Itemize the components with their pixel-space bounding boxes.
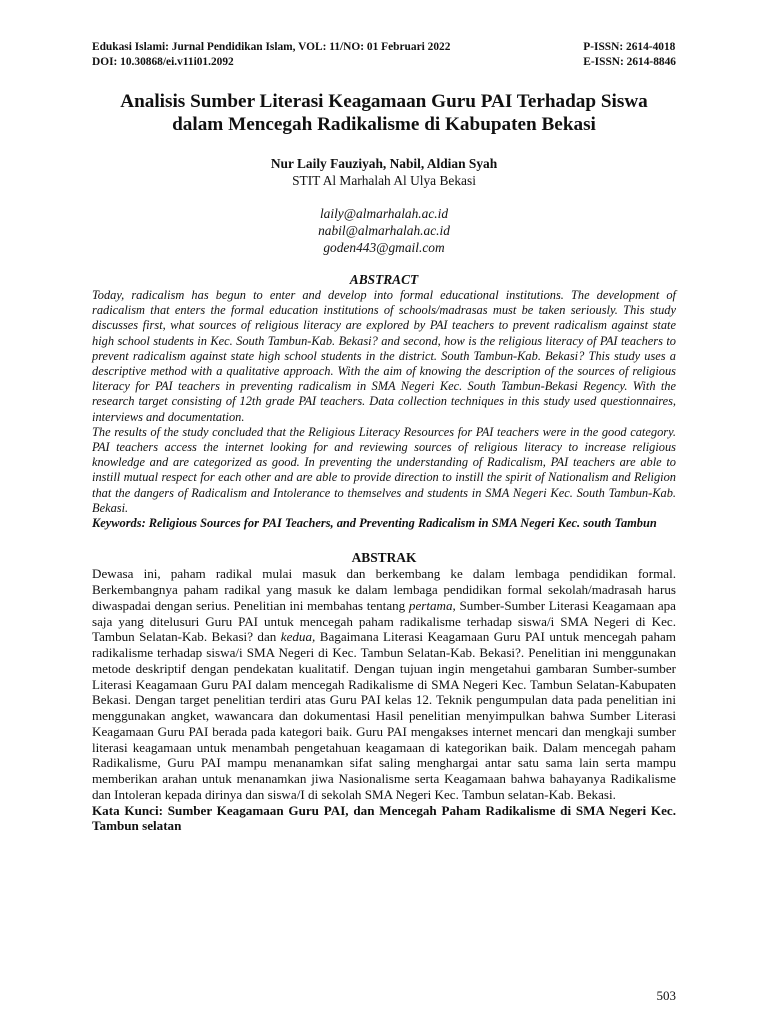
title-line-2: dalam Mencegah Radikalisme di Kabupaten Bekasi	[172, 114, 596, 135]
paper-title	[92, 90, 676, 136]
doi: DOI: 10.30868/ei.v11i01.2092	[92, 55, 234, 68]
abstrak-text-a: Dewasa ini, paham radikal mulai masuk dan berkembang ke dalam lembaga pendidikan formal. Berkembangnya paham radikal yang masuk ke dalam lembaga pendidikan formal sekolah/madrasah harus diwaspadai dengan serius. Penelitian ini membahas tentang	[92, 566, 676, 613]
page-number: 503	[656, 988, 676, 1003]
title-line-1: Analisis Sumber Literasi Keagamaan Guru PAI Terhadap Siswa	[120, 91, 648, 112]
journal-name: Edukasi Islami: Jurnal Pendidikan Islam, VOL: 11/NO: 01 Februari 2022	[92, 41, 451, 53]
abstract-paragraph-2: The results of the study concluded that the Religious Literacy Resources for PAI teachers were in the good category. PAI teachers access the internet looking for and reviewing sources of religious literacy to increase religious knowledge and are categorized as good. In preventing the understanding of Radicalism, PAI teachers are able to instill mutual respect for each other and are able to provide direction to instill the spirit of Nationalism and Religion that the dangers of Radicalism and Intolerance to themselves and students in SMA Negeri Kec. South Tambun-Kab. Bekasi.	[92, 424, 676, 515]
abstract-heading: ABSTRACT	[349, 272, 419, 287]
keywords-english: Keywords: Religious Sources for PAI Teachers, and Preventing Radicalism in SMA Negeri Kec. south Tambun	[92, 516, 657, 531]
keywords-indonesian: Kata Kunci: Sumber Keagamaan Guru PAI, dan Mencegah Paham Radikalisme di SMA Negeri Kec. Tambun selatan	[92, 802, 676, 834]
p-issn: P-ISSN: 2614-4018	[583, 41, 676, 53]
abstract-paragraph-1: Today, radicalism has begun to enter and develop into formal educational institutions. The development of radicalism that enters the formal education institutions of schools/madrasas must be taken seriously. This study discusses first, what sources of religious literacy are explored by PAI teachers to prevent radicalism against state high school students in Kec. South Tambun-Kab. Bekasi? and second, how is the religious literacy of PAI teachers to prevent radicalism against state high school students in the district. South Tambun-Kab. Bekasi? This study uses a descriptive method with a qualitative approach. With the aim of knowing the description of the sources of religious literacy for PAI teachers in preventing radicalism in SMA Negeri Kec. South Tambun-Bekasi Regency. With the research target consisting of 12th grade PAI teachers. Data collection techniques in this study used questionnaires, interviews and documentation.	[92, 288, 676, 424]
paper-page	[92, 40, 676, 1003]
abstrak-heading: ABSTRAK	[351, 550, 417, 566]
e-issn: E-ISSN: 2614-8846	[583, 55, 676, 68]
abstrak-kedua: kedua,	[280, 629, 316, 645]
abstrak-text-b: Sumber-Sumber Literasi Keagamaan apa saja yang ditelusuri Guru PAI untuk mencegah paham radikalisme terhadap siswa/i SMA Negeri di Kec. Tambun Selatan-Kab. Bekasi? dan	[92, 597, 676, 645]
email-2: nabil@almarhalah.ac.id	[318, 223, 450, 238]
abstrak-paragraph	[92, 566, 676, 802]
abstrak-text-c: Bagaimana Literasi Keagamaan Guru PAI untuk mencegah paham radikalisme terhadap siswa/i SMA Negeri di Kec. Tambun Selatan-Kab. Bekasi?. Penelitian ini menggunakan metode deskriptif dengan pendekatan kualitatif. Dengan tujuan ingin mengetahui gambaran Sumber-sumber Literasi Keagamaan Guru PAI dalam mencegah Radikalisme di SMA Negeri Kec. Tambun Selatan-Kabupaten Bekasi. Dengan target penelitian terdiri atas Guru PAI kelas 12. Teknik pengumpulan data pada penelitian ini menggunakan angket, wawancara dan dokumentasi Hasil penelitian menyimpulkan bahwa Sumber Literasi Keagamaan Guru PAI berada pada kategori baik. Guru PAI mengakses internet mencari dan mengkaji sumber literasi keagamaan untuk menambah pengetahuan keagamaan di kategorikan baik. Dalam mencegah paham Radikalisme, Guru PAI mampu menanamkan sifat saling menghargai antar satu sama lain serta mampu memberikan arahan untuk menanamkan jiwa Nasionalisme serta Keagamaan bahwa bahayanya Radikalisme dan Intoleran kepada dirinya dan siswa/I di sekolah SMA Negeri Kec. Tambun selatan-Kab. Bekasi.	[92, 629, 676, 802]
abstrak-pertama: pertama,	[408, 597, 456, 613]
email-1: laily@almarhalah.ac.id	[319, 206, 449, 221]
author-emails	[92, 205, 676, 256]
authors: Nur Laily Fauziyah, Nabil, Aldian Syah	[270, 156, 498, 171]
abstract-english	[92, 288, 676, 516]
running-header	[92, 40, 676, 70]
email-3: goden443@gmail.com	[323, 240, 445, 255]
affiliation: STIT Al Marhalah Al Ulya Bekasi	[292, 173, 476, 188]
